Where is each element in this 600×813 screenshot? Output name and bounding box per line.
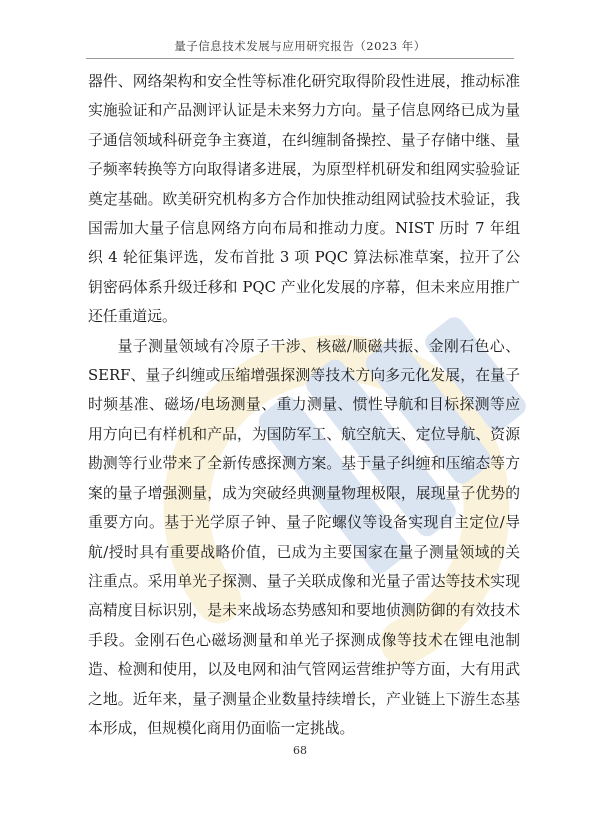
running-header: 量子信息技术发展与应用研究报告（2023 年） xyxy=(174,39,426,53)
paragraph-continued: 器件、网络架构和安全性等标准化研究取得阶段性进展，推动标准实施验证和产品测评认证是未来努力方向。量子信息网络已成为量子通信领域科研竞争主赛道，在纠缠制备操控、量子存储中继、量子频率转换等方向取得诸多进展，为原型样机研发和组网实验验证奠定基础。欧美研究机构多方合作加快推动组网试验技术验证，我国需加大量子信息网络方向布局和推动力度。NIST 历时 7 年组织 4 轮征集评选，发布首批 3 项 PQC 算法标准草案，拉开了公钥密码体系升级迁移和 PQC 产业化发展的序幕，但未来应用推广还任重道远。 xyxy=(88,73,520,326)
page-number: 68 xyxy=(293,744,307,757)
body-text xyxy=(88,67,520,743)
header-divider xyxy=(86,58,514,59)
paragraph-quantum-measurement: 量子测量领域有冷原子干涉、核磁/顺磁共振、金刚石色心、SERF、量子纠缠或压缩增强探测等技术方向多元化发展，在量子时频基准、磁场/电场测量、重力测量、惯性导航和目标探测等应用方向已有样机和产品，为国防军工、航空航天、定位导航、资源勘测等行业带来了全新传感探测方案。基于量子纠缠和压缩态等方案的量子增强测量，成为突破经典测量物理极限，展现量子优势的重要方向。基于光学原子钟、量子陀螺仪等设备实现自主定位/导航/授时具有重要战略价值，已成为主要国家在量子测量领域的关注重点。采用单光子探测、量子关联成像和光量子雷达等技术实现高精度目标识别，是未来战场态势感知和要地侦测防御的有效技术手段。金刚石色心磁场测量和单光子探测成像等技术在锂电池制造、检测和使用，以及电网和油气管网运营维护等方面，大有用武之地。近年来，量子测量企业数量持续增长，产业链上下游生态基本形成，但规模化商用仍面临一定挑战。 xyxy=(88,337,520,737)
